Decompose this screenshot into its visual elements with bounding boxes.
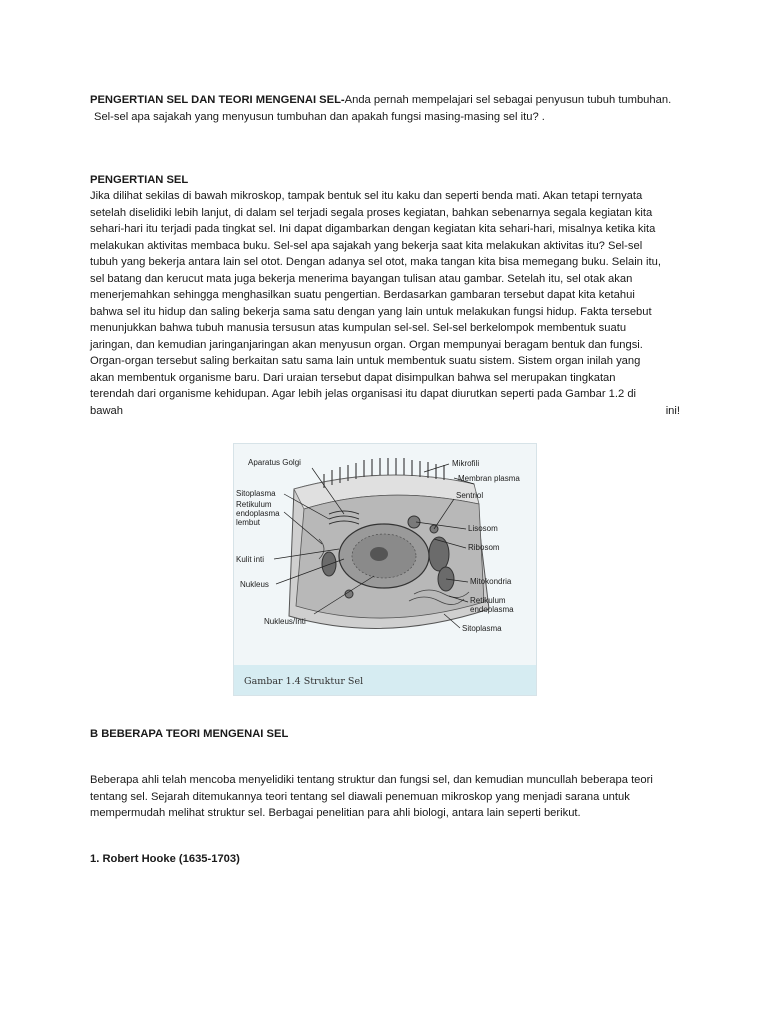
label-kulit-inti: Kulit inti: [236, 555, 265, 564]
label-ribosom: Ribosom: [468, 543, 500, 552]
paragraph-line: menunjukkan bahwa tubuh manusia tersusun atas kumpulan sel-sel. Sel-sel berkelompok membentuk suatu: [90, 322, 627, 334]
intro-line-2: Sel-sel apa sajakah yang menyusun tumbuhan dan apakah fungsi masing-masing sel itu? .: [94, 110, 545, 123]
label-nukleus-inti: Nukleus/Inti: [264, 617, 306, 626]
paragraph-line: tubuh yang bekerja antara lain sel otot. Dengan adanya sel otot, maka tangan kita bisa memegang buku. Selain itu,: [90, 256, 661, 268]
section-heading-teori: B BEBERAPA TEORI MENGENAI SEL: [90, 728, 289, 740]
intro-paragraph: [90, 92, 680, 125]
cell-structure-figure: [233, 443, 537, 696]
label-lisosom: Lisosom: [468, 524, 498, 533]
paragraph-line: sel batang dan kerucut mata juga bekerja menerima bayangan tulisan atau gambar. Setelah itu, sel otak akan: [90, 272, 633, 285]
label-retikulum-right: [470, 596, 514, 614]
label-line: endoplasma: [236, 509, 280, 518]
paragraph-line: menerjemahkan sehingga menghasilkan suatu pengertian. Berdasarkan gambaran tersebut dapat kita ketahui: [90, 289, 635, 301]
paragraph-line: Organ-organ tersebut saling berkaitan satu sama lain untuk membentuk suatu sistem. Sistem organ inilah yang: [90, 355, 641, 367]
paragraph-line: jaringan, dan kemudian jaringanjaringan akan menyusun organ. Organ mempunyai beragam bentuk dan fungsi.: [90, 338, 643, 351]
label-line: Retikulum: [236, 500, 272, 509]
section-heading-hooke: 1. Robert Hooke (1635-1703): [90, 853, 240, 865]
last-line-left: bawah: [90, 404, 123, 417]
label-sitoplasma-left: Sitoplasma: [236, 489, 276, 498]
paragraph-line: sehari-hari itu terjadi pada tingkat sel. Ini dapat digambarkan dengan kegiatan kita sehari-hari, misalnya ketika kita: [90, 223, 656, 235]
teori-paragraph: [90, 772, 680, 822]
label-sentriol: Sentriol: [456, 491, 484, 500]
label-nukleus: Nukleus: [240, 580, 269, 589]
pengertian-paragraph: [90, 188, 680, 419]
figure-caption: Gambar 1.4 Struktur Sel: [244, 676, 364, 687]
label-mitokondria: Mitokondria: [470, 577, 512, 586]
paragraph-line: mempermudah melihat struktur sel. Berbagai penelitian para ahli biologi, antara lain seperti berikut.: [90, 807, 581, 819]
last-line-right: ini!: [665, 404, 680, 417]
paragraph-line: tentang sel. Sejarah ditemukannya teori tentang sel diawali penemuan mikroskop yang menjadi sarana untuk: [90, 790, 630, 803]
paragraph-line: melakukan aktivitas membaca buku. Sel-sel apa sajakah yang bekerja saat kita melakukan aktivitas itu? Sel-sel: [90, 239, 643, 252]
label-membran-plasma: Membran plasma: [458, 474, 520, 483]
paragraph-line: setelah diselidiki lebih lanjut, di dalam sel terjadi segala proses kegiatan, bahkan sebenarnya segala kegiatan kita: [90, 206, 653, 219]
label-line: endoplasma: [470, 605, 514, 614]
label-retikulum-left: [236, 500, 280, 527]
label-sitoplasma-right: Sitoplasma: [462, 624, 502, 633]
paragraph-line: Beberapa ahli telah mencoba menyelidiki tentang struktur dan fungsi sel, dan kemudian muncullah beberapa teori: [90, 774, 653, 786]
paragraph-line: akan membentuk organisme baru. Dari uraian tersebut dapat disimpulkan bahwa sel merupakan tingkatan: [90, 371, 616, 384]
paragraph-line: terendah dari organisme kehidupan. Agar lebih jelas organisasi itu dapat diurutkan seperti pada Gambar 1.2 di: [90, 388, 637, 400]
label-mikrofili: Mikrofili: [452, 459, 480, 468]
label-aparatus-golgi: Aparatus Golgi: [248, 458, 301, 467]
paragraph-line: bahwa sel itu hidup dan saling bekerja sama satu dengan yang lain untuk melakukan fungsi hidup. Fakta tersebut: [90, 305, 652, 318]
intro-text: Anda pernah mempelajari sel sebagai penyusun tubuh tumbuhan.: [344, 94, 672, 106]
label-line: lembut: [236, 518, 261, 527]
section-heading-pengertian: PENGERTIAN SEL: [90, 174, 189, 186]
label-line: Retikulum: [470, 596, 506, 605]
paragraph-line: Jika dilihat sekilas di bawah mikroskop, tampak bentuk sel itu kaku dan seperti benda mati. Akan tetapi ternyata: [90, 190, 643, 202]
intro-heading: PENGERTIAN SEL DAN TEORI MENGENAI SEL-: [90, 94, 345, 106]
paragraph-last-line: [90, 403, 680, 420]
